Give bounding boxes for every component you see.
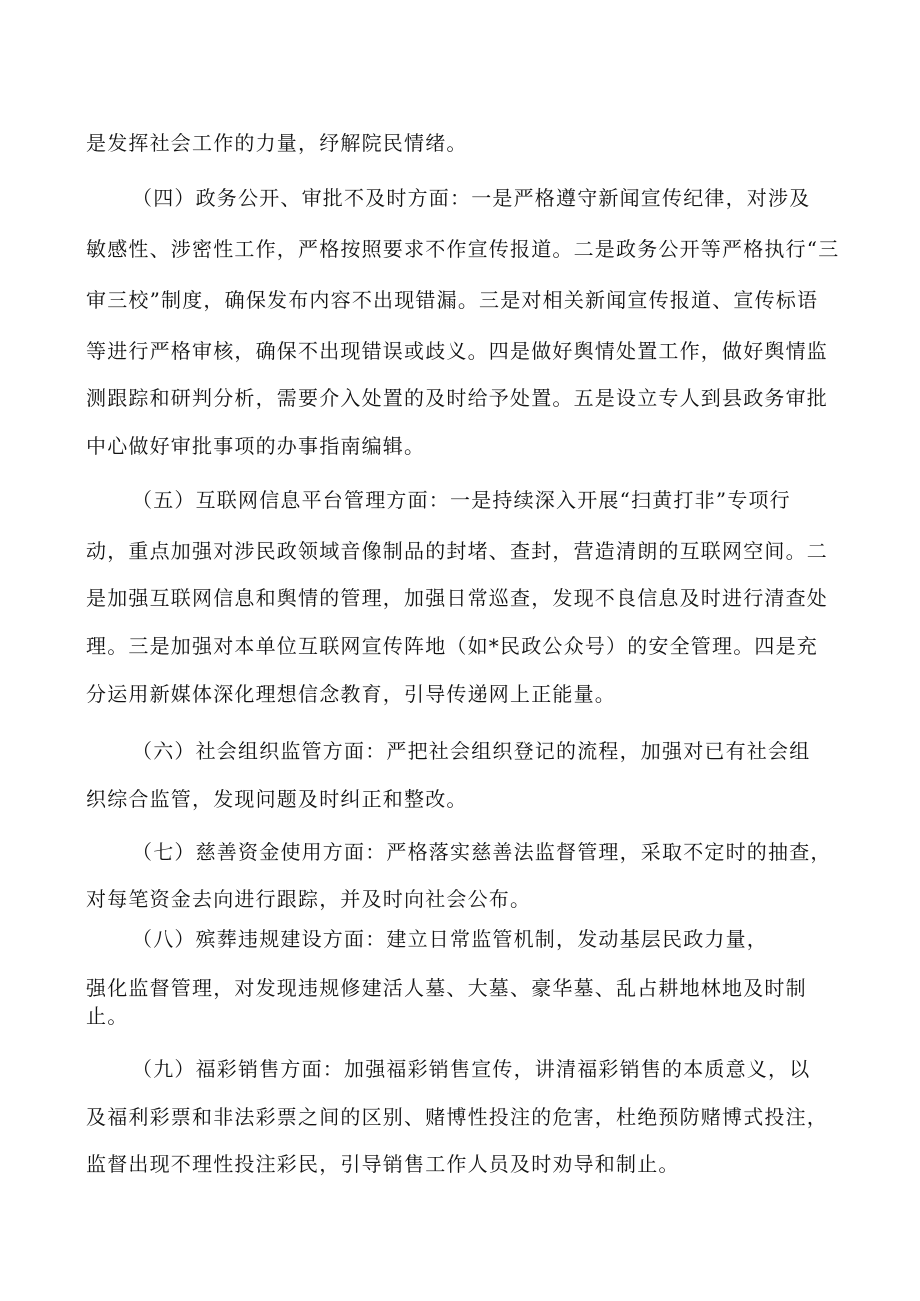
text-line: 监督出现不理性投注彩民，引导销售工作人员及时劝导和制止。: [86, 1152, 680, 1176]
text-line: 及福利彩票和非法彩票之间的区别、赌博性投注的危害，杜绝预防赌博式投注，: [86, 1105, 828, 1129]
text-line: 强化监督管理，对发现违规修建活人墓、大墓、豪华墓、乱占耕地林地及时制: [86, 976, 807, 1000]
text-line: 动，重点加强对涉民政领域音像制品的封堵、查封，营造清朗的互联网空间。二: [86, 539, 828, 563]
text-line: （九）福彩销售方面：加强福彩销售宣传，讲清福彩销售的本质意义，以: [132, 1057, 811, 1081]
text-line: 测跟踪和研判分析，需要介入处置的及时给予处置。五是设立专人到县政务审批: [86, 386, 828, 410]
text-line: 是发挥社会工作的力量，纾解院民情绪。: [86, 131, 468, 155]
text-line: 对每笔资金去向进行跟踪，并及时向社会公布。: [86, 887, 532, 911]
text-line: （五）互联网信息平台管理方面：一是持续深入开展“扫黄打非”专项行: [132, 488, 791, 512]
text-line: 织综合监管，发现问题及时纠正和整改。: [86, 787, 468, 811]
text-line: 等进行严格审核，确保不出现错误或歧义。四是做好舆情处置工作，做好舆情监: [86, 339, 828, 363]
text-line: （四）政务公开、审批不及时方面：一是严格遵守新闻宣传纪律，对涉及: [132, 186, 811, 210]
text-line: 审三校”制度，确保发布内容不出现错漏。三是对相关新闻宣传报道、宣传标语: [86, 288, 819, 312]
text-line: （六）社会组织监管方面：严把社会组织登记的流程，加强对已有社会组: [132, 739, 811, 763]
text-line: 止。: [86, 1004, 129, 1028]
text-line: 理。三是加强对本单位互联网宣传阵地（如*民政公众号）的安全管理。四是充: [86, 634, 818, 658]
text-line: 分运用新媒体深化理想信念教育，引导传递网上正能量。: [86, 682, 616, 706]
text-line: 中心做好审批事项的办事指南编辑。: [86, 434, 426, 458]
text-line: 是加强互联网信息和舆情的管理，加强日常巡查，发现不良信息及时进行清查处: [86, 586, 828, 610]
text-line: 敏感性、涉密性工作，严格按照要求不作宣传报道。二是政务公开等严格执行“三: [86, 237, 840, 261]
text-line: （七）慈善资金使用方面：严格落实慈善法监督管理，采取不定时的抽查，: [132, 840, 832, 864]
text-line: （八）殡葬违规建设方面：建立日常监管机制，发动基层民政力量，: [132, 927, 768, 951]
